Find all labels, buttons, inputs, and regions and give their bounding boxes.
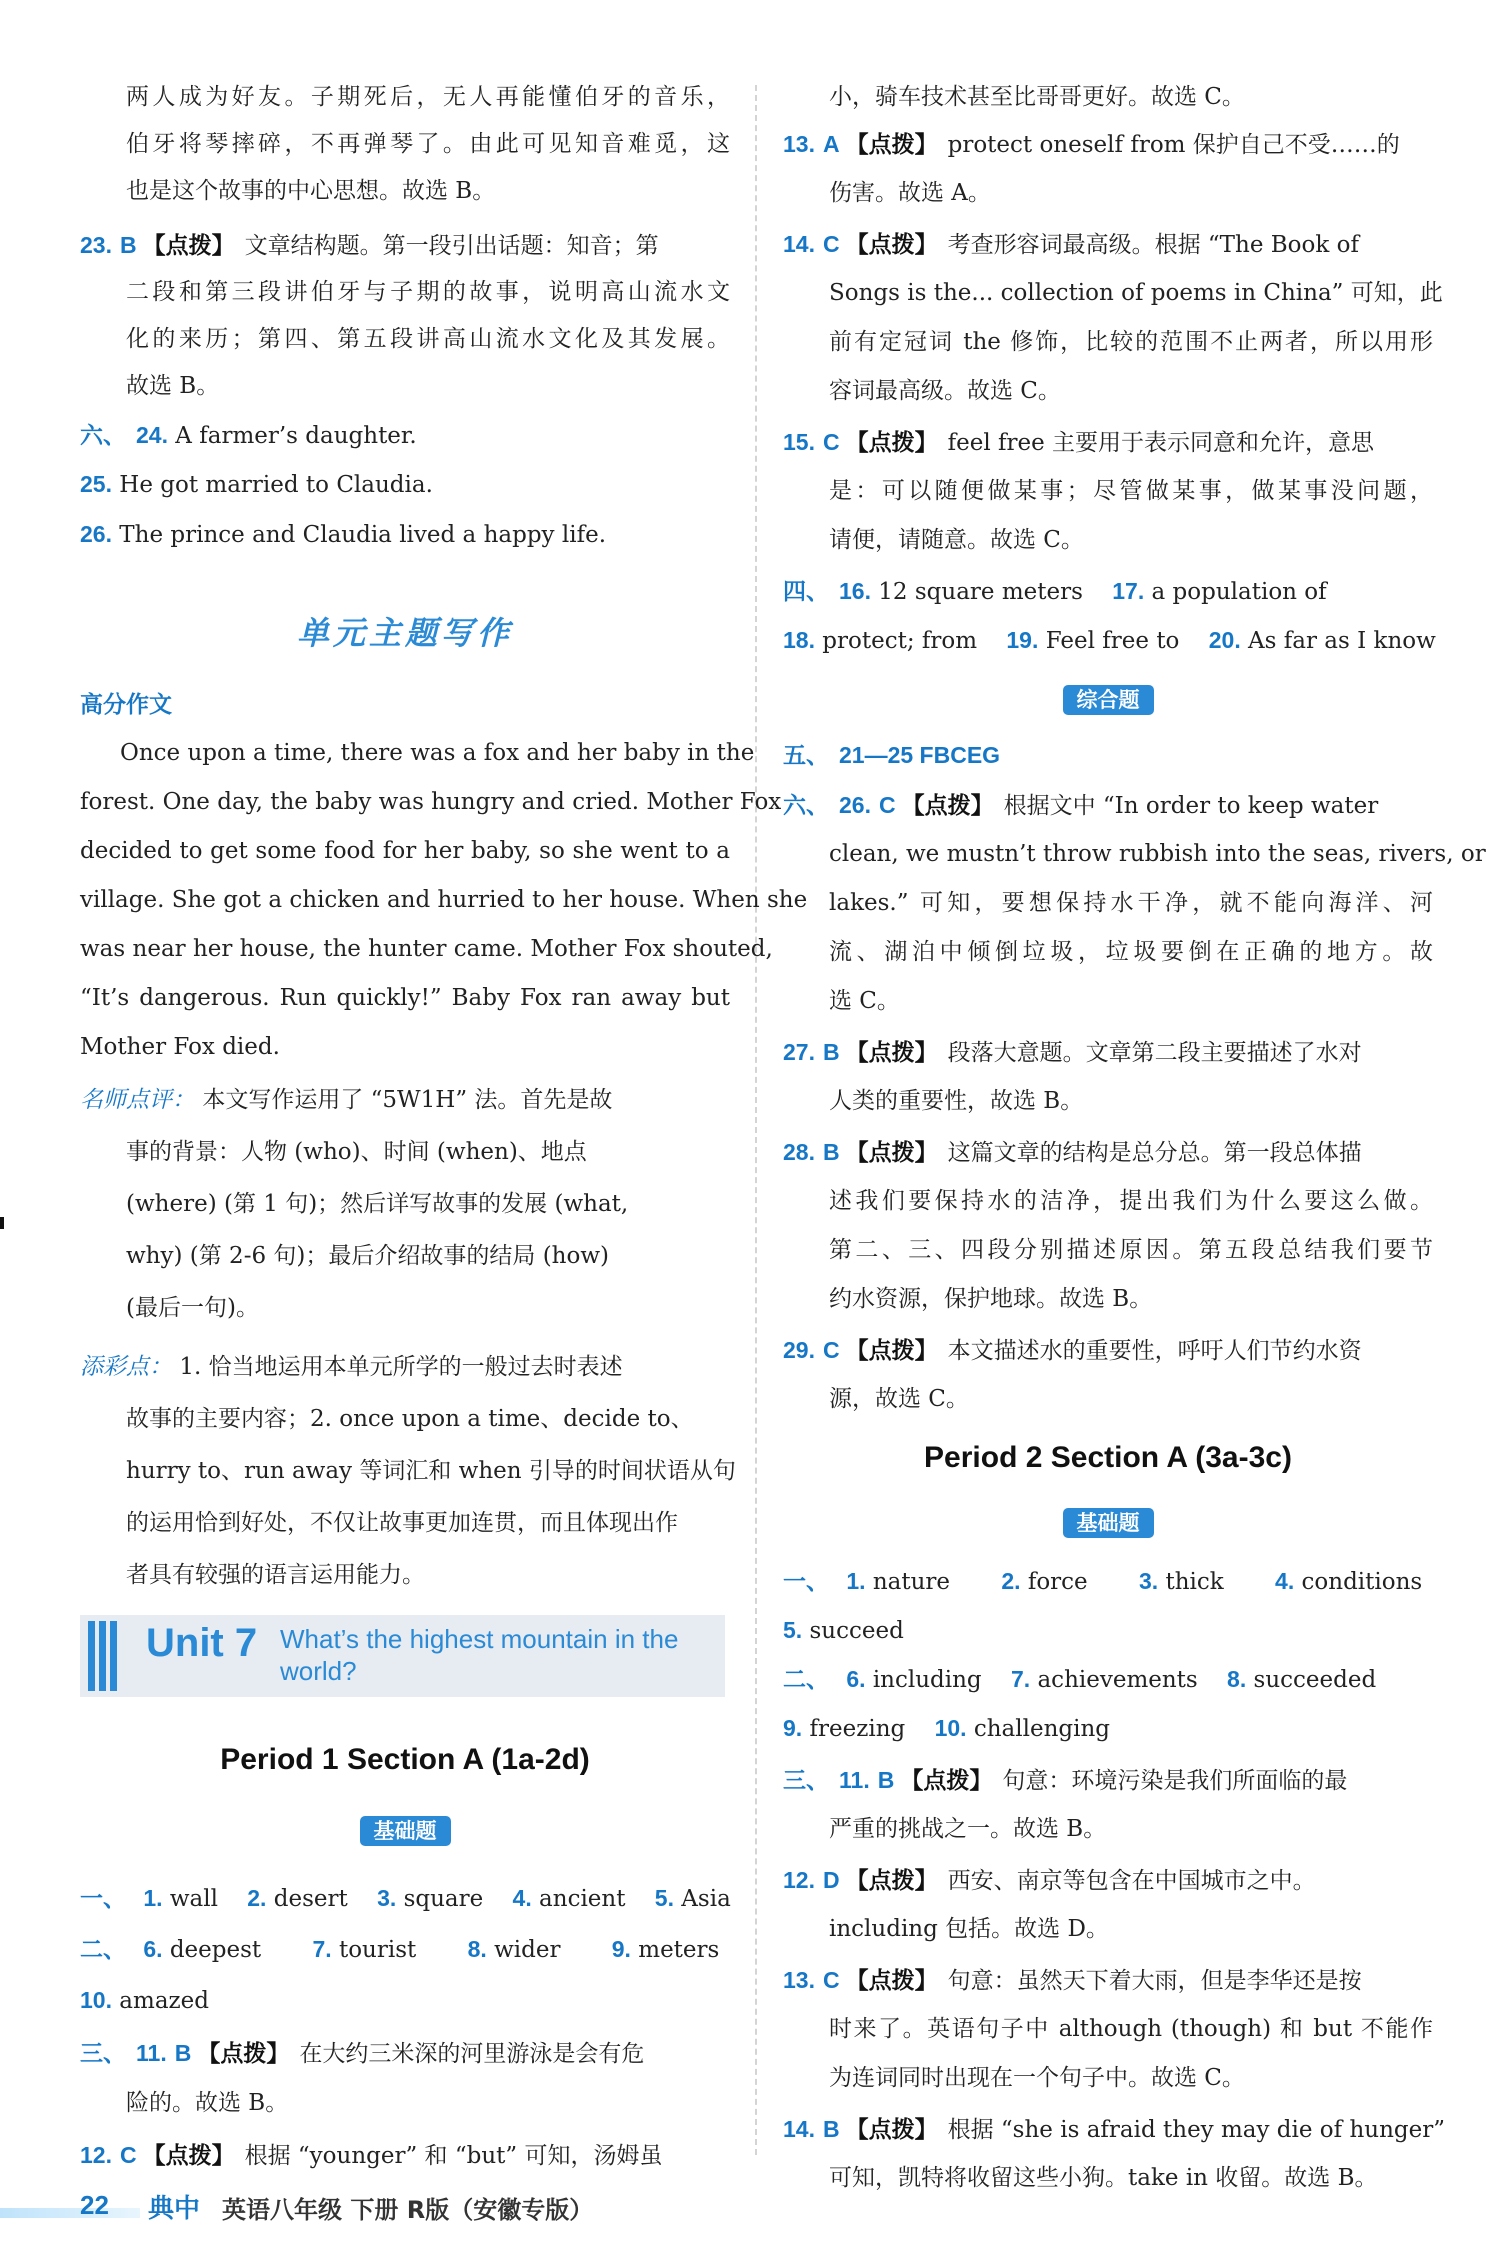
basic-question-badge: 基础题 [1063, 1508, 1154, 1538]
question-14: 14. C 【点拨】 考查形容词最高级。根据 “The Book of [783, 231, 1359, 258]
text-line: 严重的挑战之一。故选 B。 [829, 1816, 1107, 1842]
text-line: 故选 B。 [126, 373, 220, 399]
question-13b: 13. C 【点拨】 句意：虽然天下着大雨，但是李华还是按 [783, 1967, 1362, 1994]
question-12: 12. D 【点拨】 西安、南京等包含在中国城市之中。 [783, 1867, 1316, 1894]
text-line: 为连词同时出现在一个句子中。故选 C。 [829, 2065, 1245, 2091]
column-divider [755, 85, 757, 2155]
period-2-title: Period 2 Section A (3a-3c) [924, 1441, 1292, 1474]
essay-line: forest. One day, the baby was hungry and cried. Mother Fox [80, 789, 782, 815]
comment-line: 事的背景：人物 (who)、时间 (when)、地点 [126, 1139, 587, 1165]
question-13: 13. A 【点拨】 protect oneself from 保护自己不受……的 [783, 131, 1400, 158]
text-line: 约水资源，保护地球。故选 B。 [829, 1286, 1153, 1312]
question-15: 15. C 【点拨】 feel free 主要用于表示同意和允许，意思 [783, 429, 1375, 456]
banner-stripes [88, 1621, 118, 1691]
section-1: 一、 1. wall 2. desert 3. square 4. ancient 5. Asia [80, 1885, 731, 1912]
highlight-line: 者具有较强的语言运用能力。 [126, 1562, 425, 1588]
footer-bar [0, 2208, 140, 2218]
text-line: 险的。故选 B。 [126, 2090, 289, 2116]
text-line: 可知，凯特将收留这些小狗。take in 收留。故选 B。 [829, 2165, 1378, 2191]
text-line: 流、湖泊中倾倒垃圾，垃圾要倒在正确的地方。故 [829, 939, 1433, 965]
essay-line: decided to get some food for her baby, so she went to a [80, 838, 730, 864]
high-score-label: 高分作文 [80, 692, 172, 718]
text-line: 前有定冠词 the 修饰，比较的范围不止两者，所以用形 [829, 329, 1433, 355]
text-line: 化的来历；第四、第五段讲高山流水文化及其发展。 [126, 326, 730, 352]
basic-question-badge: 基础题 [360, 1816, 451, 1846]
text-line: 时来了。英语句子中 although (though) 和 but 不能作 [829, 2016, 1433, 2042]
question-27: 27. B 【点拨】 段落大意题。文章第二段主要描述了水对 [783, 1039, 1362, 1066]
page-number: 22 [80, 2190, 109, 2220]
unit-7-banner [80, 1615, 725, 1697]
period-1-title: Period 1 Section A (1a-2d) [220, 1743, 590, 1776]
essay-line: Once upon a time, there was a fox and her baby in the [120, 740, 755, 766]
text-line: 是：可以随便做某事；尽管做某事，做某事没问题， [829, 478, 1433, 504]
text-line: 请便，请随意。故选 C。 [829, 527, 1084, 553]
question-26: 26. The prince and Claudia lived a happy life. [80, 521, 607, 548]
text-line: 述我们要保持水的洁净，提出我们为什么要这么做。 [829, 1188, 1433, 1214]
section-3-q11: 三、 11. B 【点拨】 在大约三米深的河里游泳是会有危 [80, 2040, 645, 2067]
text-line: 小，骑车技术甚至比哥哥更好。故选 C。 [829, 84, 1245, 110]
text-line: 伯牙将琴摔碎，不再弹琴了。由此可见知音难觅，这 [126, 131, 730, 157]
text-line: 二段和第三段讲伯牙与子期的故事，说明高山流水文 [126, 279, 730, 305]
text-line: 第二、三、四段分别描述原因。第五段总结我们要节 [829, 1237, 1433, 1263]
section-6-q26: 六、 26. C 【点拨】 根据文中 “In order to keep water [783, 792, 1379, 819]
question-24: 六、 24. A farmer’s daughter. [80, 422, 417, 449]
section-2-q10: 10. amazed [80, 1987, 209, 2014]
question-14b: 14. B 【点拨】 根据 “she is afraid they may die of hunger” [783, 2116, 1446, 2143]
section-1-q5: 5. succeed [783, 1617, 904, 1644]
book-title: 英语八年级 下册 R版（安徽专版） [222, 2196, 594, 2224]
unit-writing-title: 单元主题写作 [296, 614, 513, 652]
unit-label: Unit 7 [146, 1621, 258, 1665]
margin-mark [0, 1217, 4, 1229]
text-line: 人类的重要性，故选 B。 [829, 1088, 1084, 1114]
section-4: 四、 16. 12 square meters 17. a population of [783, 578, 1327, 605]
highlight-comment: 添彩点： 1. 恰当地运用本单元所学的一般过去时表述 [80, 1354, 623, 1380]
comment-line: (最后一句)。 [126, 1295, 259, 1321]
basic-label-wrap [783, 1508, 1433, 1538]
text-line: 两人成为好友。子期死后，无人再能懂伯牙的音乐， [126, 84, 730, 110]
page-footer [0, 2186, 1464, 2236]
comprehensive-badge: 综合题 [1063, 685, 1154, 715]
comprehensive-label-wrap [783, 685, 1433, 715]
section-2-cont: 9. freezing 10. challenging [783, 1715, 1111, 1742]
brand-logo: 典中 [148, 2194, 201, 2224]
text-line: lakes.” 可知，要想保持水干净，就不能向海洋、河 [829, 890, 1433, 916]
text-line: 也是这个故事的中心思想。故选 B。 [126, 178, 496, 204]
unit-question: What’s the highest mountain in the world? [280, 1624, 679, 1686]
text-line: including 包括。故选 D。 [829, 1916, 1109, 1942]
question-29: 29. C 【点拨】 本文描述水的重要性，呼吁人们节约水资 [783, 1337, 1362, 1364]
text-line: 选 C。 [829, 988, 900, 1014]
text-line: 源，故选 C。 [829, 1386, 969, 1412]
essay-line: Mother Fox died. [80, 1034, 280, 1060]
highlight-line: 的运用恰到好处，不仅让故事更加连贯，而且体现出作 [126, 1510, 678, 1536]
essay-line: was near her house, the hunter came. Mother Fox shouted, [80, 936, 773, 962]
section-3-q12: 12. C 【点拨】 根据 “younger” 和 “but” 可知，汤姆虽 [80, 2142, 663, 2169]
section-3-q11: 三、 11. B 【点拨】 句意：环境污染是我们所面临的最 [783, 1767, 1348, 1794]
comment-line: why) (第 2-6 句)；最后介绍故事的结局 (how) [126, 1243, 609, 1269]
text-line: Songs is the... collection of poems in China” 可知，此 [829, 280, 1443, 306]
section-2: 二、 6. including 7. achievements 8. succeeded [783, 1666, 1377, 1693]
basic-label-wrap [80, 1816, 730, 1846]
section-2: 二、 6. deepest 7. tourist 8. wider 9. meters [80, 1936, 720, 1963]
question-23: 23. B 【点拨】 文章结构题。第一段引出话题：知音；第 [80, 232, 659, 259]
highlight-line: hurry to、run away 等词汇和 when 引导的时间状语从句 [126, 1458, 736, 1484]
section-5: 五、 21—25 FBCEG [783, 742, 1001, 769]
teacher-comment: 名师点评： 本文写作运用了 “5W1H” 法。首先是故 [80, 1087, 613, 1113]
text-line: clean, we mustn’t throw rubbish into the seas, rivers, or [829, 841, 1486, 867]
question-28: 28. B 【点拨】 这篇文章的结构是总分总。第一段总体描 [783, 1139, 1362, 1166]
text-line: 容词最高级。故选 C。 [829, 378, 1061, 404]
text-line: 伤害。故选 A。 [829, 180, 991, 206]
section-1: 一、 1. nature 2. force 3. thick 4. conditions [783, 1568, 1423, 1595]
comment-line: (where) (第 1 句)；然后详写故事的发展 (what, [126, 1191, 629, 1217]
question-25: 25. He got married to Claudia. [80, 471, 433, 498]
essay-line: “It’s dangerous. Run quickly!” Baby Fox ran away but [80, 985, 730, 1011]
section-4-cont: 18. protect; from 19. Feel free to 20. As far as I know [783, 627, 1436, 654]
highlight-line: 故事的主要内容；2. once upon a time、decide to、 [126, 1406, 694, 1432]
essay-line: village. She got a chicken and hurried to her house. When she [80, 887, 808, 913]
